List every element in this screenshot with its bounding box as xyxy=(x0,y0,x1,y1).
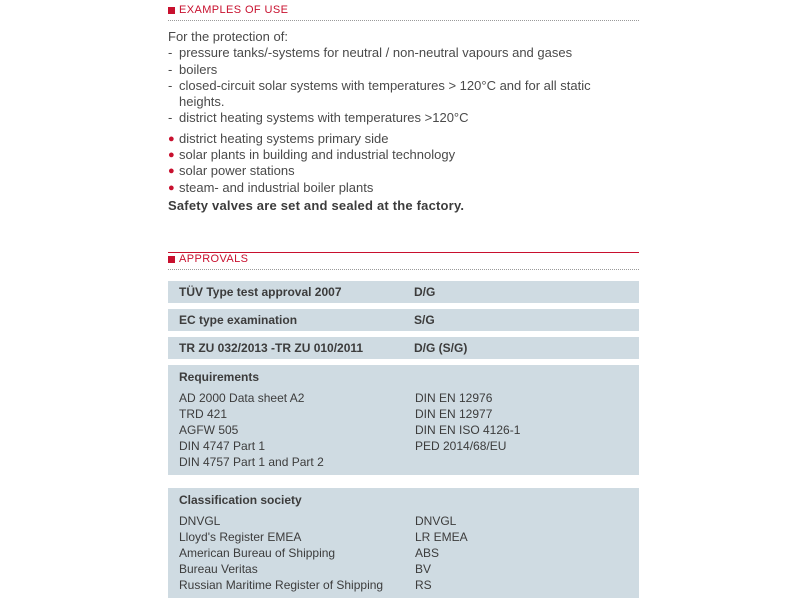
classification-item: Bureau Veritas xyxy=(179,562,258,576)
approval-value: D/G xyxy=(414,285,436,299)
requirements-title: Requirements xyxy=(179,370,260,384)
approvals-heading: APPROVALS xyxy=(179,253,249,265)
factory-note: Safety valves are set and sealed at the factory. xyxy=(168,197,465,213)
approval-value: S/G xyxy=(414,313,435,327)
requirement-item: DIN 4747 Part 1 xyxy=(179,439,266,453)
list-item: - closed-circuit solar systems with temperatures > 120°C and for all static heights. xyxy=(168,77,591,110)
approval-name: TR ZU 032/2013 -TR ZU 010/2011 xyxy=(179,341,364,355)
approval-name: TÜV Type test approval 2007 xyxy=(179,285,342,299)
examples-body xyxy=(168,29,638,214)
requirements-block xyxy=(168,365,639,475)
examples-section-header xyxy=(168,4,639,21)
bullet-list xyxy=(168,131,638,196)
table-row xyxy=(168,281,639,303)
classification-item: LR EMEA xyxy=(415,530,468,544)
approvals-section-header xyxy=(168,253,639,270)
list-item: ● solar power stations xyxy=(168,163,295,179)
requirement-item: TRD 421 xyxy=(179,407,228,421)
requirement-item: DIN EN 12976 xyxy=(415,391,493,405)
requirement-item: DIN EN 12977 xyxy=(415,407,493,421)
examples-heading: EXAMPLES OF USE xyxy=(179,4,289,16)
red-square-icon xyxy=(168,256,175,263)
list-item: - district heating systems with temperatures >120°C xyxy=(168,110,469,126)
examples-intro: For the protection of: xyxy=(168,29,288,44)
dotted-divider xyxy=(168,20,639,21)
list-item: ● solar plants in building and industrial technology xyxy=(168,147,456,163)
bullet-icon: ● xyxy=(168,165,175,178)
bullet-icon: ● xyxy=(168,181,175,194)
requirement-item: DIN 4757 Part 1 and Part 2 xyxy=(179,455,324,469)
classification-item: American Bureau of Shipping xyxy=(179,546,336,560)
table-row xyxy=(168,337,639,359)
classification-item: Russian Maritime Register of Shipping xyxy=(179,578,384,592)
approval-name: EC type examination xyxy=(179,313,298,327)
dotted-divider xyxy=(168,269,639,270)
classification-item: Lloyd's Register EMEA xyxy=(179,530,302,544)
classification-item: BV xyxy=(415,562,432,576)
classification-title: Classification society xyxy=(179,493,302,507)
classification-item: RS xyxy=(415,578,432,592)
dash-list xyxy=(168,45,638,126)
list-item: ● district heating systems primary side xyxy=(168,130,389,146)
requirement-item: PED 2014/68/EU xyxy=(415,439,507,453)
bullet-icon: ● xyxy=(168,132,175,145)
table-row xyxy=(168,309,639,331)
classification-item: DNVGL xyxy=(179,514,221,528)
requirement-item: AGFW 505 xyxy=(179,423,239,437)
classification-item: DNVGL xyxy=(415,514,457,528)
bullet-icon: ● xyxy=(168,149,175,162)
list-item: ● steam- and industrial boiler plants xyxy=(168,179,374,195)
requirement-item: AD 2000 Data sheet A2 xyxy=(179,391,305,405)
approval-value: D/G (S/G) xyxy=(414,341,468,355)
classification-item: ABS xyxy=(415,546,440,560)
list-item: - boilers xyxy=(168,61,218,77)
requirement-item: DIN EN ISO 4126-1 xyxy=(415,423,521,437)
red-square-icon xyxy=(168,7,175,14)
classification-block xyxy=(168,488,639,598)
list-item: - pressure tanks/-systems for neutral / non-neutral vapours and gases xyxy=(168,45,573,61)
